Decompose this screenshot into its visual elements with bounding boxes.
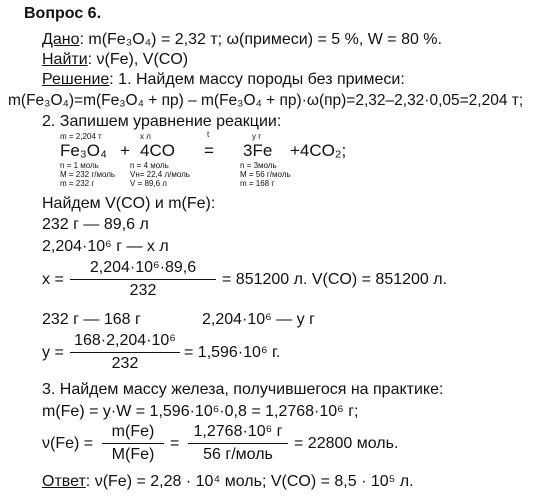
given-line <box>42 32 442 48</box>
y-numerator: 168·2,204·10⁶ <box>74 332 176 349</box>
x-fraction-bar <box>70 279 216 280</box>
nu-numerator-2: 1,2768·10⁶ г <box>193 423 283 440</box>
nu-rhs: = 22800 моль. <box>294 435 399 452</box>
nu-fraction-bar-2 <box>188 443 288 444</box>
y-fraction <box>70 333 180 372</box>
eq-below-co-Vn: Vн= 22,4 л/моль <box>130 170 190 179</box>
eq-above-y: у г <box>252 132 262 141</box>
eq-fe3o4: Fe₃O₄ <box>60 141 107 160</box>
nu-numerator-1: m(Fe) <box>111 423 155 440</box>
nu-denominator-2: 56 г/моль <box>203 446 273 463</box>
x-lhs: x = <box>42 271 64 288</box>
eq-equals: = <box>204 141 214 160</box>
eq-below-fe3o4-M: M = 232 г/моль <box>60 170 116 179</box>
eq-below-fe3o4-m: m = 232 г <box>60 179 95 188</box>
formula-mass-pure: m(Fe₃O₄)=m(Fe₃O₄ + пр) – m(Fe₃O₄ + пр)·ω(пр)=2,32–2,32·0,05=2,204 т; <box>8 92 524 109</box>
given-label: Дано <box>42 31 80 48</box>
y-denominator: 232 <box>111 355 139 372</box>
step2-text: 2. Запишем уравнение реакции: <box>42 113 282 130</box>
proportion-1: 232 г — 89,6 л <box>42 216 149 233</box>
solution-step1: : 1. Найдем массу породы без примеси: <box>109 71 405 88</box>
eq-below-fe3o4-n: n = 1 моль <box>60 161 99 170</box>
eq-above-x: х л <box>140 132 151 141</box>
find-label: Найти <box>42 51 88 68</box>
nu-denominator-1: M(Fe) <box>111 446 155 463</box>
nu-equals: = <box>170 435 180 452</box>
y-lhs: y = <box>42 344 64 361</box>
eq-plus: + <box>120 141 130 160</box>
find-line <box>42 52 188 68</box>
question-title: Вопрос 6. <box>24 5 102 22</box>
solution-label: Решение <box>42 71 110 88</box>
x-denominator: 232 <box>129 282 157 299</box>
eq-co: 4CO <box>140 141 175 160</box>
nu-fraction-2 <box>188 424 288 463</box>
eq-co2: +4CO₂; <box>290 141 347 160</box>
eq-above-m: m = 2,204 т <box>60 132 102 141</box>
x-numerator: 2,204·10⁶·89,6 <box>89 259 197 276</box>
answer-text: : ν(Fe) = 2,28 · 10⁴ моль; V(CO) = 8,5 · 10⁵ л. <box>85 473 414 490</box>
eq-fe: 3Fe <box>243 141 273 160</box>
nu-fraction-bar-1 <box>102 443 164 444</box>
eq-below-fe-M: M = 56 г/моль <box>240 170 291 179</box>
proportion-3-right: 2,204·10⁶ — у г <box>202 311 315 328</box>
y-rhs: = 1,596·10⁶ г. <box>184 344 281 361</box>
x-rhs: = 851200 л. V(CO) = 851200 л. <box>222 271 448 288</box>
given-text: : m(Fe₃O₄) = 2,32 т; ω(примеси) = 5 %, W = 80 %. <box>79 31 442 48</box>
eq-below-fe-n: n = 3моль <box>240 161 277 170</box>
step3-text: 3. Найдем массу железа, получившегося на практике: <box>42 381 444 398</box>
mfe-formula: m(Fe) = y·W = 1,596·10⁶·0,8 = 1,2768·10⁶ г; <box>42 403 359 420</box>
eq-below-fe-m: m = 168 г <box>240 179 275 188</box>
proportion-2: 2,204·10⁶ г — х л <box>42 238 169 255</box>
eq-above-t: t <box>207 130 210 139</box>
find-vol-text: Найдем V(CO) и m(Fe): <box>42 195 216 212</box>
proportion-3-left: 232 г — 168 г <box>42 311 141 328</box>
x-fraction <box>70 260 216 299</box>
eq-below-co-n: n = 4 моль <box>130 161 169 170</box>
answer-label: Ответ <box>42 473 86 490</box>
nu-lhs: ν(Fe) = <box>42 435 94 452</box>
find-text: : ν(Fe), V(CO) <box>87 51 189 68</box>
answer-line <box>42 474 414 490</box>
solution-line <box>42 72 405 88</box>
nu-fraction-1 <box>102 424 164 463</box>
eq-below-co-V: V = 89,6 л <box>130 179 167 188</box>
y-fraction-bar <box>70 352 180 353</box>
